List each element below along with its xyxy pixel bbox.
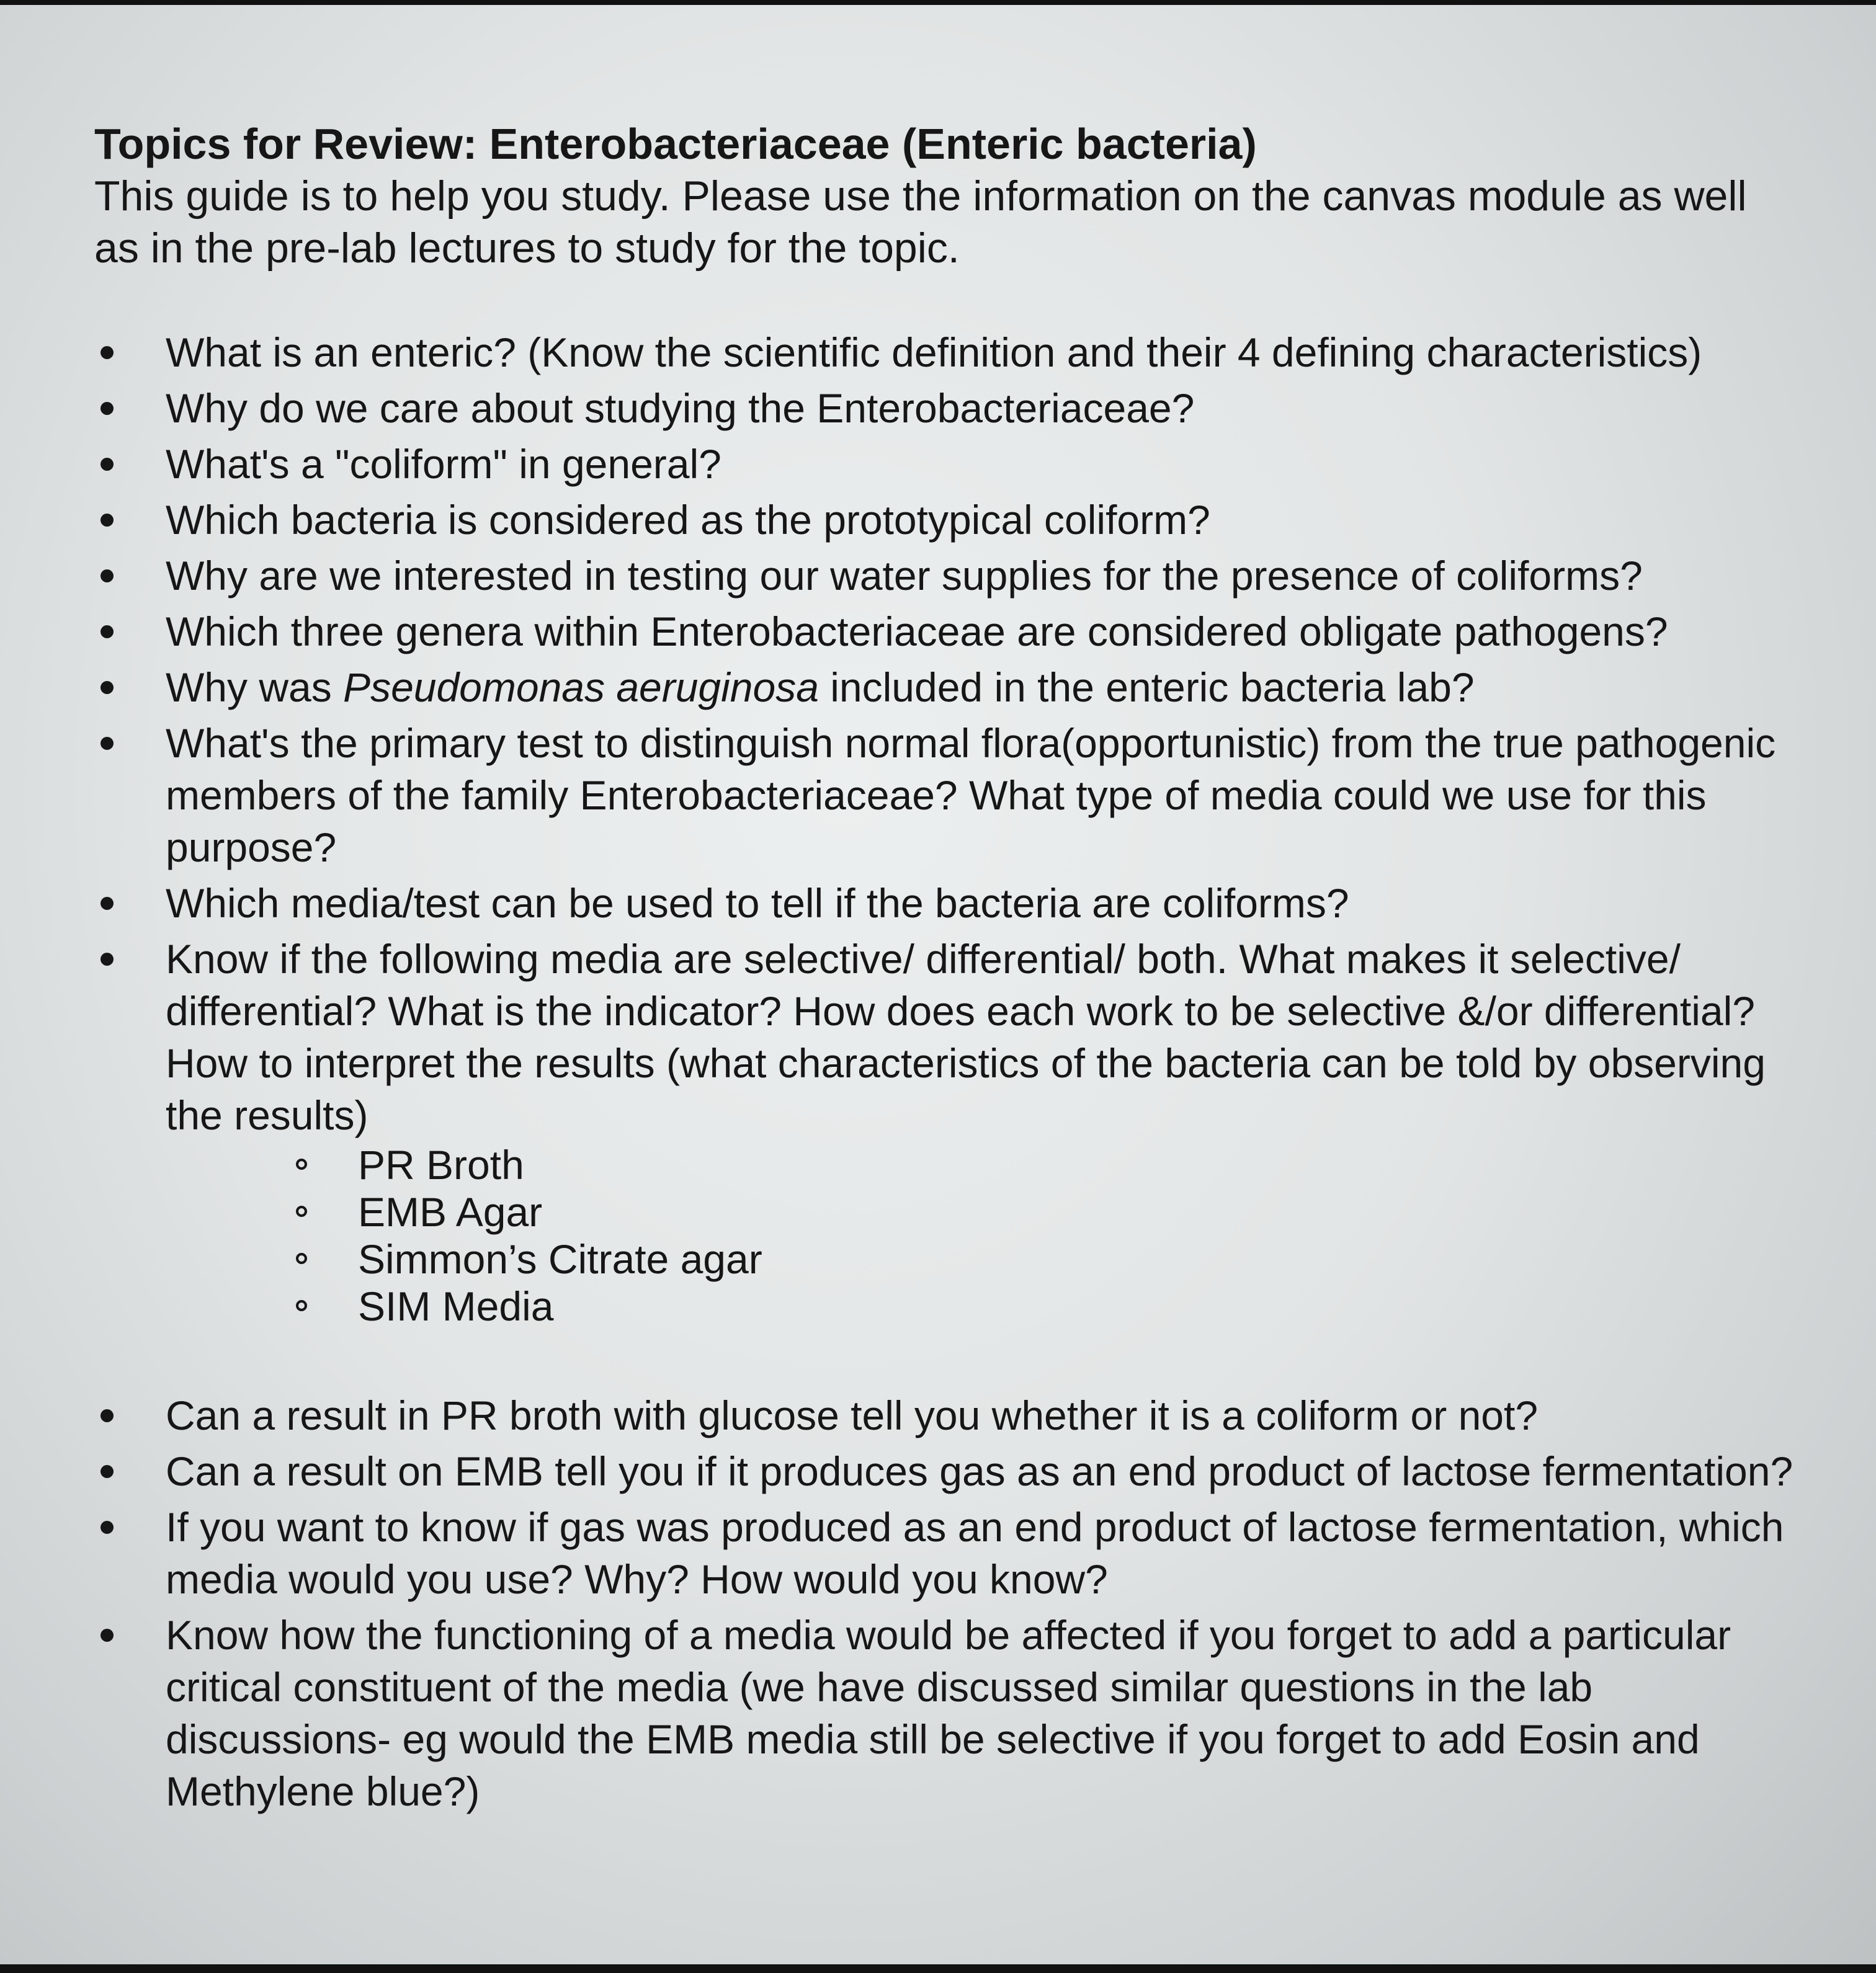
list-item (94, 326, 1794, 378)
bullet-icon (100, 458, 114, 471)
bullet-icon (100, 1629, 114, 1642)
intro-paragraph: This guide is to help you study. Please use the information on the canvas module as well as in the pre-lab lectures to study for the topic. (94, 172, 1747, 272)
media-item (296, 1283, 1794, 1330)
question-list (94, 326, 1794, 1330)
organism-name: Pseudomonas aeruginosa (343, 664, 819, 710)
bullet-icon (100, 1521, 114, 1534)
question-list-2 (94, 1389, 1794, 1817)
spacer (94, 1334, 1794, 1389)
question-text: Know how the functioning of a media would be affected if you forget to add a particular critical constituent of the media (we have discussed similar questions in the lab discussions- eg would the EMB media still be selective if you forget to add Eosin and Methylene blue?) (166, 1612, 1731, 1814)
bullet-icon (100, 402, 114, 415)
question-text: What's a "coliform" in general? (166, 441, 721, 487)
list-item (94, 877, 1794, 929)
list-item (94, 661, 1794, 713)
question-text: Know if the following media are selective/ differential/ both. What makes it selective/ differential? What is the indicator? How does each work to be selective &/or differential? How to interpret the results (what characteristics of the bacteria can be told by observing the results) (166, 936, 1766, 1138)
list-item (94, 717, 1794, 873)
list-item (94, 1389, 1794, 1441)
circle-bullet-icon (296, 1159, 307, 1170)
top-edge (0, 0, 1876, 5)
list-item (94, 382, 1794, 434)
media-item (296, 1236, 1794, 1283)
question-text: If you want to know if gas was produced as an end product of lactose fermentation, which media would you use? Why? How would you know? (166, 1504, 1784, 1602)
circle-bullet-icon (296, 1300, 307, 1311)
list-item (94, 494, 1794, 546)
question-text: Why are we interested in testing our water supplies for the presence of coliforms? (166, 553, 1643, 599)
bullet-icon (100, 1409, 114, 1422)
bullet-icon (100, 953, 114, 966)
bullet-icon (100, 897, 114, 910)
media-name: Simmon’s Citrate agar (358, 1236, 762, 1282)
bullet-icon (100, 625, 114, 638)
list-item (94, 550, 1794, 602)
media-list (166, 1141, 1794, 1330)
question-text: Can a result in PR broth with glucose tell you whether it is a coliform or not? (166, 1392, 1539, 1438)
media-name: SIM Media (358, 1283, 554, 1329)
media-item (296, 1141, 1794, 1188)
bullet-icon (100, 569, 114, 582)
question-text-start: Why was (166, 664, 344, 710)
list-item (94, 1501, 1794, 1605)
question-text: Can a result on EMB tell you if it produces gas as an end product of lactose fermentation? (166, 1448, 1793, 1494)
question-text: What's the primary test to distinguish normal flora(opportunistic) from the true pathogenic members of the family Enterobacteriaceae? What type of media could we use for this purpose? (166, 720, 1776, 870)
list-item (94, 1609, 1794, 1817)
circle-bullet-icon (296, 1206, 307, 1217)
bullet-icon (100, 514, 114, 527)
list-item (94, 1445, 1794, 1497)
circle-bullet-icon (296, 1253, 307, 1264)
list-item (94, 605, 1794, 657)
question-text-end: included in the enteric bacteria lab? (818, 664, 1475, 710)
document-title: Topics for Review: Enterobacteriaceae (Enteric bacteria) (94, 120, 1257, 168)
question-text: What is an enteric? (Know the scientific definition and their 4 defining characteristics) (166, 329, 1702, 375)
list-item (94, 438, 1794, 490)
question-text: Which media/test can be used to tell if the bacteria are coliforms? (166, 880, 1349, 926)
media-item (296, 1188, 1794, 1236)
question-text: Why do we care about studying the Enterobacteriaceae? (166, 385, 1195, 431)
question-text: Which bacteria is considered as the prototypical coliform? (166, 497, 1210, 543)
bullet-icon (100, 681, 114, 694)
bullet-icon (100, 737, 114, 750)
question-text: Which three genera within Enterobacteriaceae are considered obligate pathogens? (166, 608, 1668, 654)
media-name: PR Broth (358, 1142, 524, 1188)
media-name: EMB Agar (358, 1189, 543, 1235)
bullet-icon (100, 346, 114, 359)
document-body (94, 118, 1794, 1821)
list-item (94, 933, 1794, 1330)
bottom-edge (0, 1964, 1876, 1973)
bullet-icon (100, 1465, 114, 1478)
